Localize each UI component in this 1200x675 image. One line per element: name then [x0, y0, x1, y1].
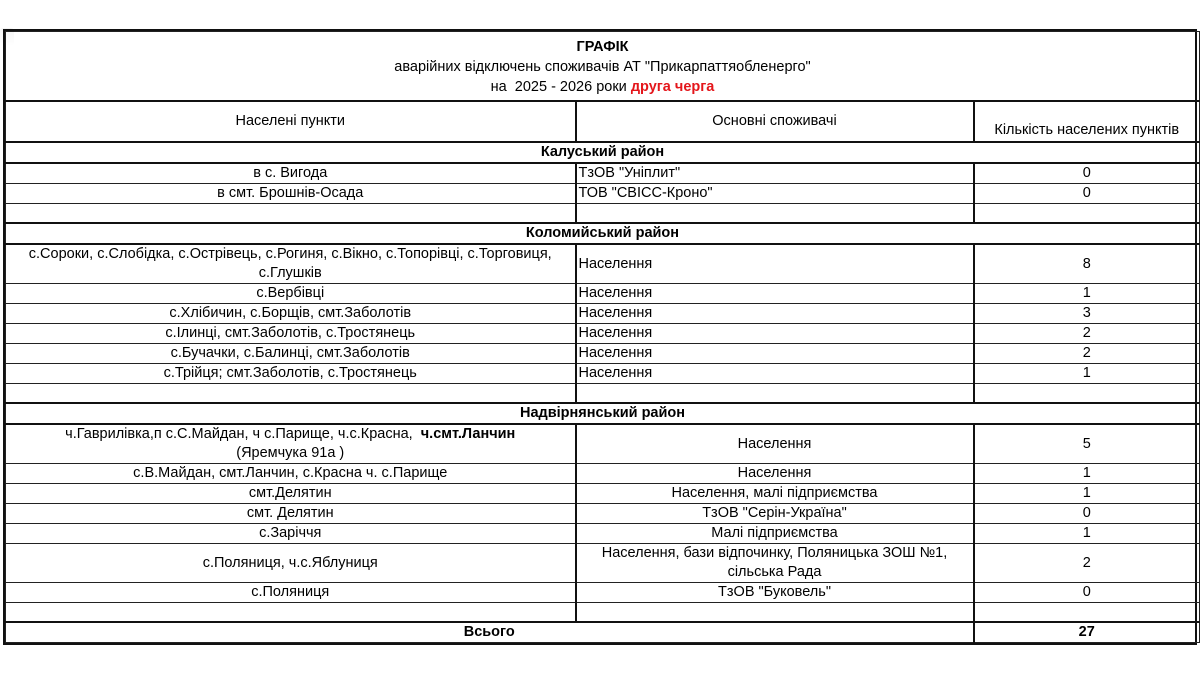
total-row	[6, 622, 1200, 643]
count-cell: 0	[974, 163, 1200, 184]
places-cell: с.Поляниця, ч.с.Яблуниця	[6, 544, 576, 583]
district-row	[6, 223, 1200, 244]
table-row	[6, 583, 1200, 603]
places-cell: с.Хлібичин, с.Борщів, смт.Заболотів	[6, 304, 576, 324]
document-period	[8, 77, 1197, 97]
places-cell: с.Трійця; смт.Заболотів, с.Тростянець	[6, 364, 576, 384]
count-cell: 1	[974, 464, 1200, 484]
district-name: Надвірнянський район	[6, 403, 1200, 424]
places-cell: смт. Делятин	[6, 504, 576, 524]
district-name: Коломийський район	[6, 223, 1200, 244]
table-row	[6, 464, 1200, 484]
consumers-cell: Населення	[576, 364, 974, 384]
places-cell: в смт. Брошнів-Осада	[6, 184, 576, 204]
table-row	[6, 284, 1200, 304]
consumers-cell: Населення, бази відпочинку, Поляницька ЗОШ №1, сільська Рада	[576, 544, 974, 583]
count-cell: 1	[974, 364, 1200, 384]
places-text-tail: (Яремчука 91а )	[236, 445, 345, 461]
count-cell: 0	[974, 184, 1200, 204]
district-row	[6, 142, 1200, 163]
district-row	[6, 403, 1200, 424]
table-row-empty	[6, 603, 1200, 623]
places-cell: смт.Делятин	[6, 484, 576, 504]
table-row	[6, 524, 1200, 544]
header-consumers: Основні споживачі	[576, 101, 974, 142]
table-row	[6, 304, 1200, 324]
table-row	[6, 544, 1200, 583]
count-cell: 8	[974, 244, 1200, 284]
count-cell: 0	[974, 583, 1200, 603]
consumers-cell: Населення	[576, 344, 974, 364]
table-row	[6, 184, 1200, 204]
count-cell	[974, 204, 1200, 224]
count-cell: 5	[974, 424, 1200, 464]
table-row	[6, 484, 1200, 504]
table-row	[6, 244, 1200, 284]
consumers-cell: Малі підприємства	[576, 524, 974, 544]
consumers-cell: Населення	[576, 244, 974, 284]
count-cell: 2	[974, 544, 1200, 583]
consumers-cell: Населення, малі підприємства	[576, 484, 974, 504]
consumers-cell: ТзОВ "Уніплит"	[576, 163, 974, 184]
count-cell: 2	[974, 344, 1200, 364]
period-prefix: на 2025 - 2026 роки	[490, 78, 631, 95]
count-cell: 1	[974, 524, 1200, 544]
consumers-cell: Населення	[576, 464, 974, 484]
places-cell	[6, 384, 576, 404]
places-cell	[6, 204, 576, 224]
places-cell: с.Заріччя	[6, 524, 576, 544]
places-cell: с.Сороки, с.Слобідка, с.Острівець, с.Рогиня, с.Вікно, с.Топорівці, с.Торговиця, с.Глушків	[6, 244, 576, 284]
outage-schedule-table	[5, 31, 1200, 643]
count-cell: 1	[974, 284, 1200, 304]
district-name: Калуський район	[6, 142, 1200, 163]
period-highlight: друга черга	[630, 78, 715, 95]
consumers-cell: Населення	[576, 324, 974, 344]
table-row	[6, 424, 1200, 464]
table-row-empty	[6, 384, 1200, 404]
consumers-cell	[576, 204, 974, 224]
table-row-empty	[6, 204, 1200, 224]
places-text: ч.Гаврилівка,п с.С.Майдан, ч с.Парище, ч.с.Красна,	[65, 426, 421, 442]
places-cell: с.В.Майдан, смт.Ланчин, с.Красна ч. с.Парище	[6, 464, 576, 484]
consumers-cell: ТОВ "СВІСС-Кроно"	[576, 184, 974, 204]
count-cell: 1	[974, 484, 1200, 504]
total-value: 27	[974, 622, 1200, 643]
count-cell	[974, 384, 1200, 404]
header-count: Кількість населених пунктів	[974, 101, 1200, 142]
consumers-cell: ТзОВ "Буковель"	[576, 583, 974, 603]
count-cell: 0	[974, 504, 1200, 524]
places-cell: с.Бучачки, с.Балинці, смт.Заболотів	[6, 344, 576, 364]
consumers-cell: Населення	[576, 284, 974, 304]
total-label: Всього	[6, 622, 974, 643]
places-cell: в с. Вигода	[6, 163, 576, 184]
table-row	[6, 163, 1200, 184]
consumers-cell	[576, 384, 974, 404]
document-subtitle: аварійних відключень споживачів АТ "Прикарпаттяобленерго"	[394, 58, 811, 75]
document-title-block	[6, 32, 1200, 102]
places-cell: с.Ілинці, смт.Заболотів, с.Тростянець	[6, 324, 576, 344]
count-cell: 2	[974, 324, 1200, 344]
count-cell	[974, 603, 1200, 623]
places-cell: с.Вербівці	[6, 284, 576, 304]
table-row	[6, 364, 1200, 384]
places-text-bold: ч.смт.Ланчин	[420, 426, 516, 442]
table-row	[6, 344, 1200, 364]
table-header-row	[6, 101, 1200, 142]
consumers-cell: Населення	[576, 424, 974, 464]
consumers-cell: ТзОВ "Серін-Україна"	[576, 504, 974, 524]
consumers-cell: Населення	[576, 304, 974, 324]
document-title: ГРАФІК	[576, 38, 629, 55]
consumers-cell	[576, 603, 974, 623]
table-row	[6, 324, 1200, 344]
table-row	[6, 504, 1200, 524]
count-cell: 3	[974, 304, 1200, 324]
header-places: Населені пункти	[6, 101, 576, 142]
places-cell: с.Поляниця	[6, 583, 576, 603]
places-cell	[6, 424, 576, 464]
places-cell	[6, 603, 576, 623]
outage-schedule-sheet	[3, 29, 1197, 645]
